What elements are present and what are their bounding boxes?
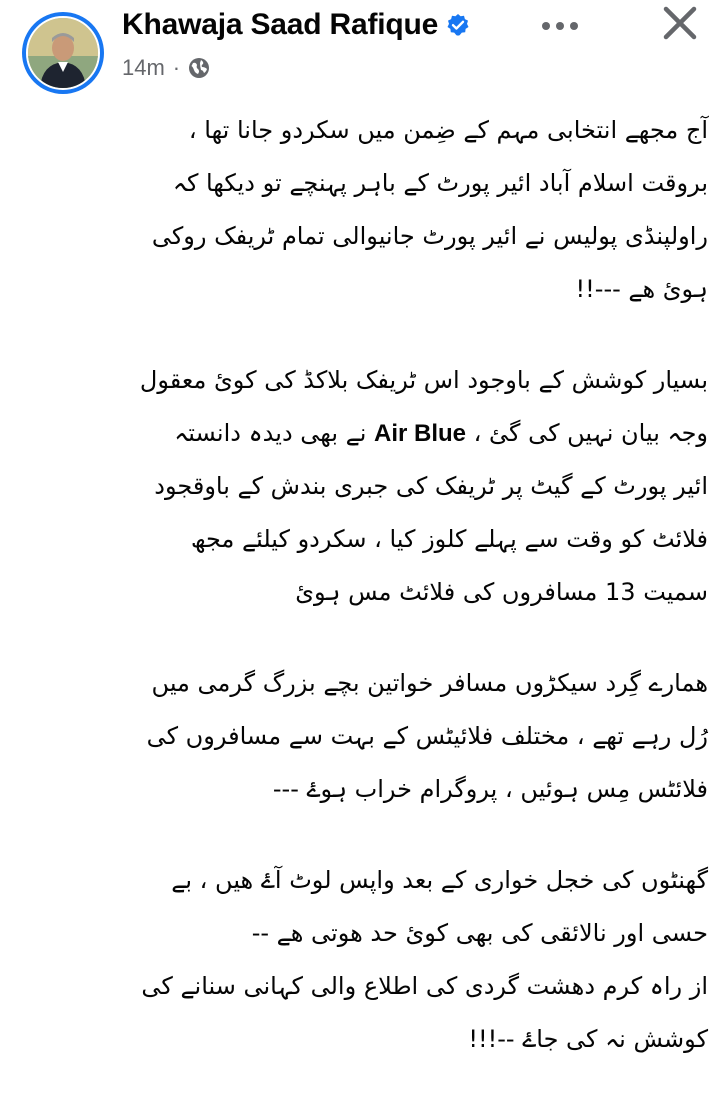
avatar[interactable] — [22, 12, 104, 94]
airline-name: Air Blue — [374, 420, 467, 447]
post-text-line: ہوئ ھے ---!! — [575, 275, 708, 303]
post-text-line: رُل رہے تھے ، مختلف فلائیٹس کے بہت سے مسافروں کی — [146, 722, 708, 750]
post-text-line: از راہ کرم دھشت گردی کی اطلاع والی کہانی سنانے کی — [141, 972, 708, 1000]
post-text-line: بسیار کوشش کے باوجود اس ٹریفک بلاکڈ کی کوئ معقول — [139, 366, 708, 394]
post-text-line: فلائٹ کو وقت سے پہلے کلوز کیا ، سکردو کیلئے مجھ — [190, 525, 708, 553]
post-text-line: ھمارے گِرد سیکڑوں مسافر خواتین بچے بزرگ گرمی میں — [151, 669, 708, 697]
verified-badge-icon — [446, 13, 470, 37]
post-paragraph — [18, 657, 708, 816]
post-paragraph — [18, 354, 708, 619]
post-timestamp[interactable]: 14m — [122, 55, 165, 80]
post-text-line: آج مجھے انتخابی مہم کے ضِمن میں سکردو جانا تھا ، — [188, 116, 708, 144]
post-text-line: حسی اور نالائقی کی بھی کوئ حد ھوتی ھے -- — [251, 919, 708, 947]
profile-photo — [26, 16, 100, 90]
post-text-line: سمیت 13 مسافروں کی فلائٹ مس ہوئ — [295, 578, 708, 606]
close-button[interactable] — [657, 4, 703, 46]
post-header — [0, 0, 719, 100]
globe-icon[interactable] — [188, 57, 210, 79]
more-options-button[interactable] — [538, 7, 582, 43]
post-text-line: کوشش نہ کی جاۓ --!!! — [468, 1025, 708, 1053]
close-icon — [662, 5, 698, 45]
post-meta — [122, 55, 210, 81]
post-text-line: وجہ بیان نہیں کی گئ ، Air Blue نے بھی دیدہ دانستہ — [174, 419, 708, 447]
author-row — [122, 8, 470, 42]
author-name[interactable]: Khawaja Saad Rafique — [122, 8, 439, 41]
post-paragraph — [18, 104, 708, 316]
post-text-line: ائیر پورٹ کے گیٹ پر ٹریفک کی جبری بندش کے باوقجود — [154, 472, 708, 500]
post-paragraph — [18, 854, 708, 1066]
post-text-line: بروقت اسلام آباد ائیر پورٹ کے باہر پہنچے تو دیکھا کہ — [172, 169, 708, 197]
more-horizontal-icon — [540, 16, 580, 35]
post-text — [18, 104, 708, 1104]
post-text-line: راولپنڈی پولیس نے ائیر پورٹ جانیوالی تمام ٹریفک روکی — [151, 222, 708, 250]
meta-separator: · — [172, 55, 181, 80]
post-text-line: گھنٹوں کی خجل خواری کے بعد واپس لوٹ آۓ ھیں ، بے — [171, 866, 708, 894]
post-text-line: فلائٹس مِس ہوئیں ، پروگرام خراب ہوۓ --- — [272, 775, 708, 803]
